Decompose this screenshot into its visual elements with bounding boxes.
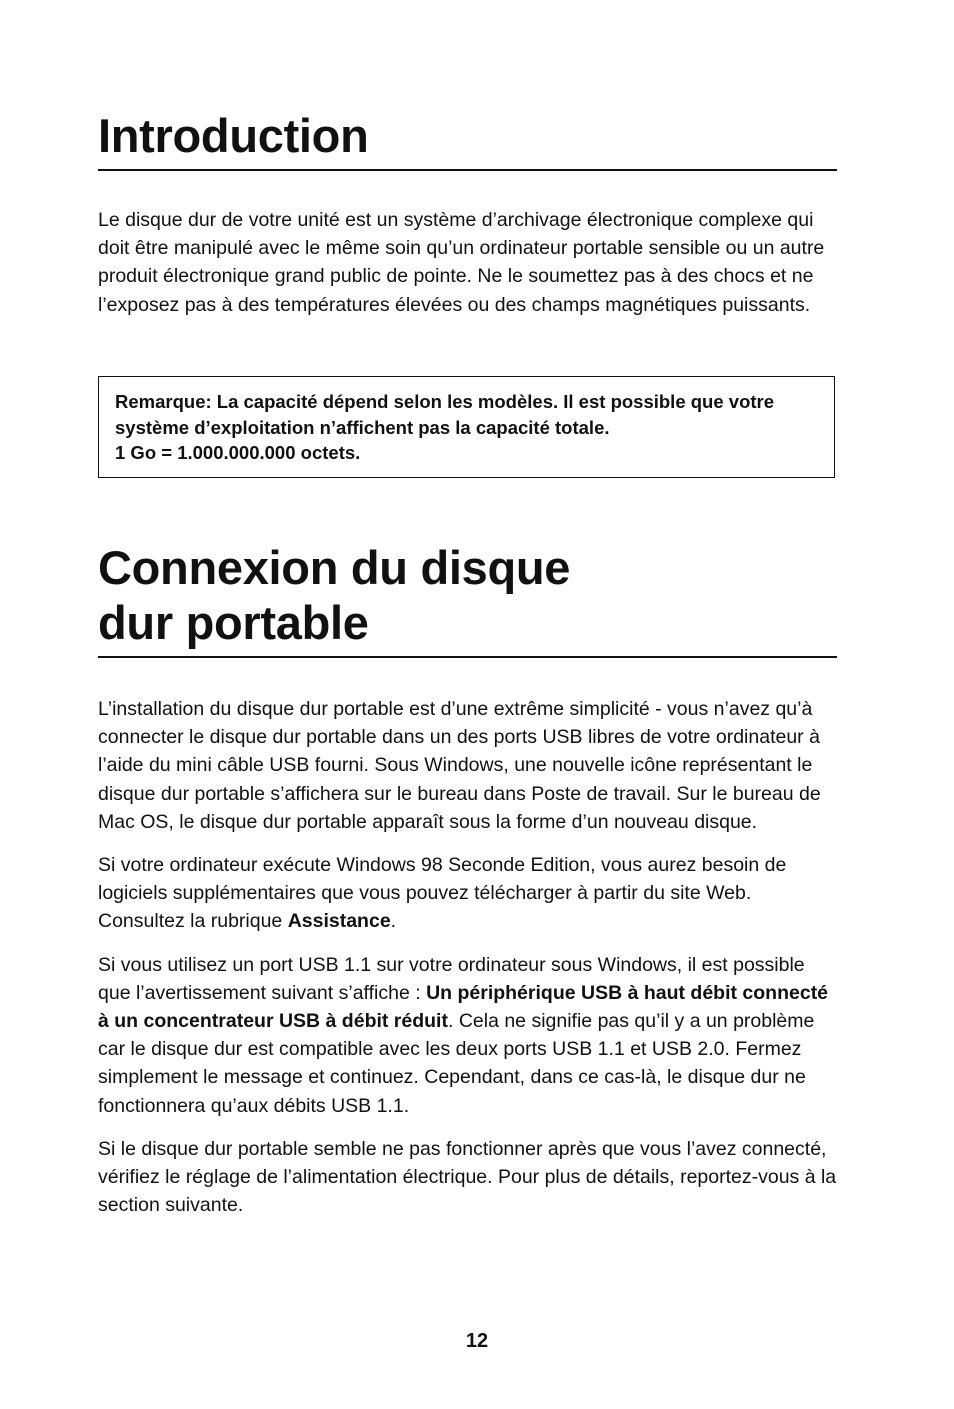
p2-text: Si votre ordinateur exécute Windows 98 Seconde Edition, vous aurez besoin de logiciels supplémentaires que vous pouvez télécharger à partir du site Web. Consultez la rubrique bbox=[98, 854, 787, 933]
note-capacity: 1 Go = 1.000.000.000 octets. bbox=[115, 442, 361, 463]
intro-paragraph: Le disque dur de votre unité est un système d’archivage électronique complexe qui doit être manipulé avec le même soin qu’un ordinateur portable sensible ou un autre produit électronique grand public de pointe. Ne le soumettez pas à des chocs et ne l’exposez pas à des températures élevées ou des champs magnétiques puissants. bbox=[98, 209, 825, 316]
section-heading-line1: Connexion du disque bbox=[98, 541, 571, 594]
section-heading-line2: dur portable bbox=[98, 596, 369, 649]
section-heading-connexion bbox=[98, 540, 837, 658]
p3-end: . Cela ne signifie pas qu’il y a un problème car le disque dur est compatible avec les deux ports USB 1.1 et USB 2.0. Fermez simplement le message et continuez. Cependant, dans ce cas-là, le disque dur ne fonctionnera qu’aux débits USB 1.1. bbox=[98, 1010, 815, 1117]
assistance-reference: Assistance bbox=[287, 910, 391, 933]
connexion-paragraph-2 bbox=[98, 851, 837, 936]
note-text bbox=[115, 389, 818, 440]
page-number: 12 bbox=[465, 1330, 489, 1352]
note-box bbox=[98, 376, 835, 478]
p2-end: . bbox=[390, 910, 397, 933]
connexion-paragraph-4: Si le disque dur portable semble ne pas fonctionner après que vous l’avez connecté, vérifiez le réglage de l’alimentation électrique. Pour plus de détails, reportez-vous à la section suivante. bbox=[98, 1137, 837, 1217]
connexion-paragraph-1: L’installation du disque dur portable est d’une extrême simplicité - vous n’avez qu’à connecter le disque dur portable dans un des ports USB libres de votre ordinateur à l’aide du mini câble USB fourni. Sous Windows, une nouvelle icône représentant le disque dur portable s’affichera sur le bureau dans Poste de travail. Sur le bureau de Mac OS, le disque dur portable apparaît sous la forme d’un nouveau disque. bbox=[98, 698, 821, 833]
note-body: La capacité dépend selon les modèles. Il est possible que votre système d’exploitation n’affichent pas la capacité totale. bbox=[115, 391, 775, 438]
note-label: Remarque: bbox=[115, 391, 212, 412]
section-heading-introduction: Introduction bbox=[98, 108, 837, 171]
usb-warning-message: Un périphérique USB à haut débit connecté à un concentrateur USB à débit réduit bbox=[98, 981, 829, 1033]
p3-text: Si vous utilisez un port USB 1.1 sur votre ordinateur sous Windows, il est possible que l’avertissement suivant s’affiche : bbox=[98, 953, 805, 1004]
connexion-paragraph-3 bbox=[98, 951, 837, 1120]
connexion-body bbox=[98, 695, 837, 1234]
